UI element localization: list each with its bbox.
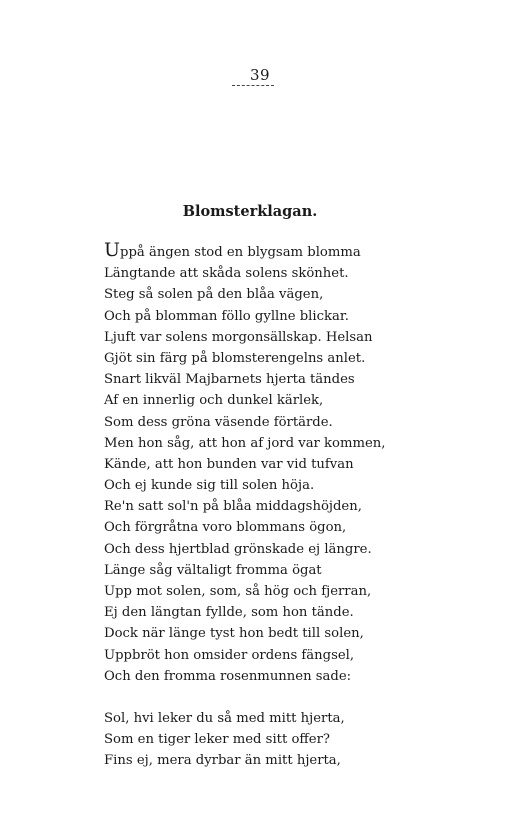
poem-line: Re'n satt sol'n på blåa middagshöjden, <box>104 499 362 515</box>
poem-body <box>104 239 386 772</box>
stanza-1 <box>104 239 386 687</box>
poem-line: Sol, hvi leker du så med mitt hjerta, <box>104 710 345 726</box>
poem-line: Steg så solen på den blåa vägen, <box>104 287 324 303</box>
poem-line: Som dess gröna väsende förtärde. <box>104 414 333 430</box>
poem-line: Fins ej, mera dyrbar än mitt hjerta, <box>104 753 341 769</box>
poem-line: Uppbröt hon omsider ordens fängsel, <box>104 647 355 663</box>
poem-line: Gjöt sin färg på blomsterengelns anlet. <box>104 350 366 366</box>
poem-line: Och den fromma rosenmunnen sade: <box>104 668 352 684</box>
page-number: 39 <box>249 66 271 84</box>
poem-line: Längtande att skåda solens skönhet. <box>104 266 349 282</box>
poem-line: Snart likväl Majbarnets hjerta tändes <box>104 372 355 388</box>
poem-line: Dock när länge tyst hon bedt till solen, <box>104 626 364 642</box>
poem-line: Och på blomman föllo gyllne blickar. <box>104 308 349 324</box>
stanza-2 <box>104 708 385 772</box>
poem-line: Af en innerlig och dunkel kärlek, <box>104 393 324 409</box>
poem-line: Ljuft var solens morgonsällskap. Helsan <box>104 329 373 345</box>
poem-line: Upp mot solen, som, så hög och fjerran, <box>104 584 372 599</box>
poem-line: Kände, att hon bunden var vid tufvan <box>104 456 354 472</box>
poem-line: Och förgråtna voro blommans ögon, <box>104 520 347 536</box>
poem-line: Och ej kunde sig till solen höja. <box>104 478 315 494</box>
drop-cap: U <box>104 239 121 261</box>
poem-line: Ej den längtan fyllde, som hon tände. <box>104 605 354 621</box>
poem-line: Som en tiger leker med sitt offer? <box>104 732 330 748</box>
page-number-rule <box>232 85 274 86</box>
poem-line: Länge såg vältaligt fromma ögat <box>104 562 322 578</box>
first-line-text: ppå ängen stod en blygsam blomma <box>120 245 361 260</box>
poem-title: Blomsterklagan. <box>182 203 318 220</box>
poem-line: Och dess hjertblad grönskade ej längre. <box>104 541 372 557</box>
poem-line: Men hon såg, att hon af jord var kommen, <box>104 435 386 451</box>
poem-line <box>104 239 385 263</box>
